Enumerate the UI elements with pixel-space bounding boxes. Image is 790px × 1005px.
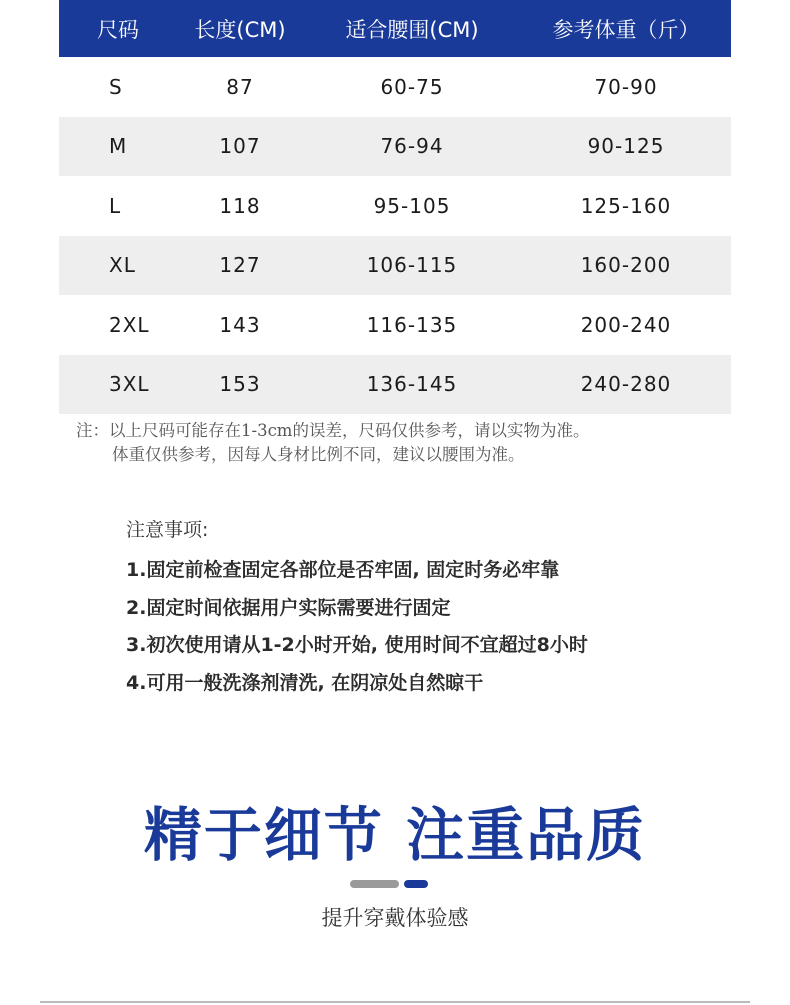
cell-size: XL (109, 253, 136, 278)
care-title: 注意事项: (126, 519, 209, 541)
cell-size: L (109, 193, 122, 218)
header-waist: 适合腰围(CM) (345, 17, 479, 42)
table-row (59, 117, 731, 177)
cell-length: 118 (219, 193, 261, 218)
header-size: 尺码 (97, 17, 139, 42)
size-table (59, 0, 731, 414)
care-item: 4.可用一般洗涤剂清洗, 在阴凉处自然晾干 (126, 671, 484, 694)
header-weight: 参考体重（斤） (552, 17, 700, 42)
cell-weight: 160-200 (580, 253, 672, 278)
cell-size: 3XL (109, 372, 150, 397)
care-item: 1.固定前检查固定各部位是否牢固, 固定时务必牢靠 (126, 559, 560, 581)
cell-weight: 70-90 (594, 74, 658, 99)
cell-length: 107 (219, 134, 261, 159)
cell-size: S (109, 74, 123, 99)
cell-weight: 240-280 (580, 372, 672, 397)
cell-size: M (109, 134, 128, 159)
table-row (59, 355, 731, 415)
cell-waist: 136-145 (366, 372, 458, 397)
gray-bar (350, 880, 399, 888)
care-instructions (126, 515, 588, 705)
cell-waist: 95-105 (373, 193, 451, 218)
header-length: 长度(CM) (194, 17, 286, 42)
size-table-header (59, 0, 731, 57)
divider (40, 1001, 750, 1003)
cell-waist: 106-115 (366, 253, 458, 278)
cell-weight: 125-160 (580, 193, 672, 218)
care-item: 2.固定时间依据用户实际需要进行固定 (126, 596, 451, 619)
cell-waist: 76-94 (380, 134, 444, 159)
size-note (76, 419, 589, 467)
cell-weight: 200-240 (580, 312, 672, 337)
cell-length: 87 (226, 74, 254, 99)
cell-size: 2XL (109, 312, 150, 337)
table-row (59, 57, 731, 117)
cell-length: 127 (219, 253, 261, 278)
slogan-heading: 精于细节 注重品质 (143, 801, 647, 869)
table-row (59, 295, 731, 355)
cell-waist: 116-135 (366, 312, 458, 337)
cell-waist: 60-75 (380, 74, 444, 99)
size-note-line-1: 注：以上尺码可能存在1-3cm的误差，尺码仅供参考，请以实物为准。 (76, 421, 590, 440)
size-note-line-2: 体重仅供参考，因每人身材比例不同，建议以腰围为准。 (112, 445, 525, 464)
slogan-subtitle: 提升穿戴体验感 (321, 906, 469, 930)
care-item: 3.初次使用请从1-2小时开始, 使用时间不宜超过8小时 (126, 634, 588, 656)
cell-length: 153 (219, 372, 261, 397)
cell-length: 143 (219, 312, 261, 337)
table-row (59, 176, 731, 236)
table-row (59, 236, 731, 296)
blue-bar (404, 880, 428, 888)
cell-weight: 90-125 (587, 134, 665, 159)
